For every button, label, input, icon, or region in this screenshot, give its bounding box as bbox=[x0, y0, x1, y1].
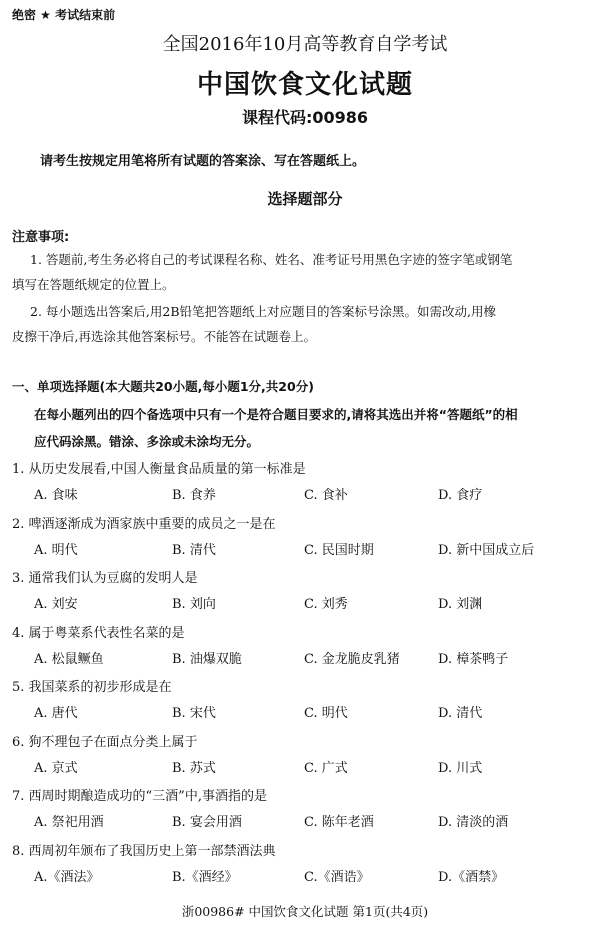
question-option: D. 清代 bbox=[438, 706, 483, 721]
question-option: A. 京式 bbox=[34, 760, 78, 776]
exam-title: 全国2016年10月高等教育自学考试 bbox=[162, 34, 448, 55]
question-option: B. 宋代 bbox=[172, 706, 216, 721]
note-1-line-2: 填写在答题纸规定的位置上。 bbox=[12, 277, 175, 292]
question-stem: 6. 狗不理包子在面点分类上属于 bbox=[12, 734, 198, 750]
question-option: B. 油爆双脆 bbox=[172, 651, 242, 667]
question-option: C.《酒诰》 bbox=[304, 869, 370, 885]
question-option: C. 明代 bbox=[304, 706, 348, 721]
question-option: D. 刘渊 bbox=[438, 597, 483, 612]
question-option: A. 刘安 bbox=[34, 597, 78, 612]
question-option: D.《酒禁》 bbox=[438, 869, 505, 885]
question-option: D. 樟茶鸭子 bbox=[438, 651, 509, 667]
note-2-line-1: 2. 每小题选出答案后,用2B铅笔把答题纸上对应题目的答案标号涂黑。如需改动,用橡 bbox=[30, 304, 496, 319]
question-option: A. 唐代 bbox=[34, 706, 78, 721]
question-option: C. 刘秀 bbox=[304, 597, 348, 612]
question-option: A. 明代 bbox=[34, 542, 78, 558]
question-stem: 1. 从历史发展看,中国人衡量食品质量的第一标准是 bbox=[12, 462, 306, 477]
course-code: 课程代码:00986 bbox=[241, 108, 369, 127]
question-stem: 8. 西周初年颁布了我国历史上第一部禁酒法典 bbox=[12, 843, 276, 859]
question-stem: 7. 西周时期酿造成功的“三酒”中,事酒指的是 bbox=[12, 789, 267, 804]
question-option: D. 川式 bbox=[438, 760, 483, 776]
question-option: B.《酒经》 bbox=[172, 869, 238, 885]
question-option: C. 陈年老酒 bbox=[304, 815, 374, 830]
section-heading: 一、单项选择题(本大题共20小题,每小题1分,共20分) bbox=[12, 379, 314, 394]
section-desc-line-1: 在每小题列出的四个备选项中只有一个是符合题目要求的,请将其选出并将“答题纸”的相 bbox=[34, 407, 518, 422]
question-stem: 2. 啤酒逐渐成为酒家族中重要的成员之一是在 bbox=[12, 516, 276, 532]
question-option: B. 刘向 bbox=[172, 597, 216, 612]
part-title: 选择题部分 bbox=[267, 190, 343, 208]
question-option: B. 清代 bbox=[172, 542, 216, 558]
subject-title: 中国饮食文化试题 bbox=[196, 70, 413, 100]
question-option: C. 食补 bbox=[304, 488, 348, 503]
question-stem: 5. 我国菜系的初步形成是在 bbox=[12, 680, 172, 695]
question-option: C. 金龙脆皮乳猪 bbox=[304, 651, 400, 667]
section-desc-line-2: 应代码涂黑。错涂、多涂或未涂均无分。 bbox=[34, 434, 260, 449]
question-option: D. 新中国成立后 bbox=[438, 542, 535, 558]
question-option: D. 清淡的酒 bbox=[438, 815, 509, 830]
answer-instruction: 请考生按规定用笔将所有试题的答案涂、写在答题纸上。 bbox=[40, 154, 366, 169]
question-option: B. 食养 bbox=[172, 488, 216, 503]
question-option: A. 松鼠鳜鱼 bbox=[34, 651, 104, 667]
question-option: D. 食疗 bbox=[438, 488, 483, 503]
notes-heading: 注意事项: bbox=[12, 230, 70, 245]
question-option: A. 食味 bbox=[34, 488, 78, 503]
question-stem: 3. 通常我们认为豆腐的发明人是 bbox=[12, 571, 198, 586]
question-option: C. 民国时期 bbox=[304, 542, 374, 558]
page-footer: 浙00986# 中国饮食文化试题 第1页(共4页) bbox=[181, 904, 429, 919]
question-option: A.《酒法》 bbox=[34, 869, 100, 885]
question-stem: 4. 属于粤菜系代表性名菜的是 bbox=[12, 625, 185, 641]
secret-mark: 绝密 ★ 考试结束前 bbox=[12, 8, 116, 22]
note-1-line-1: 1. 答题前,考生务必将自己的考试课程名称、姓名、准考证号用黑色字迹的签字笔或钢笔 bbox=[30, 252, 513, 267]
note-2-line-2: 皮擦干净后,再选涂其他答案标号。不能答在试题卷上。 bbox=[12, 329, 316, 344]
question-option: C. 广式 bbox=[304, 760, 348, 776]
question-option: A. 祭祀用酒 bbox=[34, 815, 104, 830]
question-option: B. 苏式 bbox=[172, 760, 216, 776]
question-option: B. 宴会用酒 bbox=[172, 815, 242, 830]
